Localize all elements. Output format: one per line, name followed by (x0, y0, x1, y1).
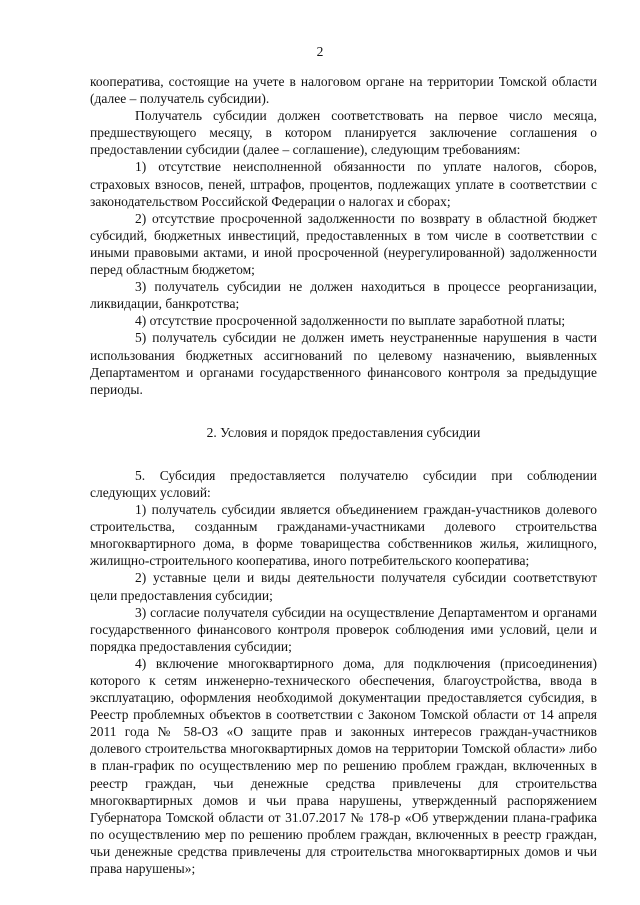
section-heading: 2. Условия и порядок предоставления субсидии (206, 424, 481, 440)
page-number: 2 (316, 44, 324, 59)
list-item: 3) получатель субсидии не должен находиться в процессе реорганизации, ликвидации, банкротства; (90, 279, 597, 312)
list-item: 2) уставные цели и виды деятельности получателя субсидии соответствуют цели предоставления субсидии; (90, 570, 597, 603)
list-item: 2) отсутствие просроченной задолженности по возврату в областной бюджет субсидий, бюджетных инвестиций, предоставленных в том числе в соответствии с иными правовыми актами, и иной просроченной (неурегулированной) задолженности перед областным бюджетом; (90, 210, 597, 278)
list-item: 4) включение многоквартирного дома, для подключения (присоединения) которого к сетям инженерно-технического обеспечения, благоустройства, ввода в эксплуатацию, оформления необходимой документации предоставляется субсидия, в Реестр проблемных объектов в соответствии с Законом Томской области от 14 апреля 2011 года № 58-ОЗ «О защите прав и законных интересов граждан-участников долевого строительства многоквартирных домов на территории Томской области» либо в план-график по осуществлению мер по решению проблем граждан, включенных в реестр граждан, чьи денежные средства привлечены для строительства многоквартирных домов и чьи права нарушены, утвержденный распоряжением Губернатора Томской области от 31.07.2017 № 178-р «Об утверждении плана-графика по осуществлению мер по решению проблем граждан, включенных в реестр граждан, чьи денежные средства привлечены для строительства многоквартирных домов и чьи права нарушены»; (90, 655, 597, 877)
list-item: 5) получатель субсидии не должен иметь неустраненные нарушения в части использования бюджетных ассигнований по целевому назначению, выявленных Департаментом и органами государственного финансового контроля за предыдущие периоды. (90, 330, 597, 397)
list-item: 1) отсутствие неисполненной обязанности по уплате налогов, сборов, страховых взносов, пеней, штрафов, процентов, подлежащих уплате в соответствии с законодательством Российской Федерации о налогах и сборах; (90, 159, 597, 209)
document-body (90, 73, 597, 877)
list-item: 4) отсутствие просроченной задолженности по выплате заработной платы; (135, 313, 566, 329)
list-item: 3) согласие получателя субсидии на осуществление Департаментом и органами государственного финансового контроля проверок соблюдения ими условий, цели и порядка предоставления субсидии; (90, 604, 597, 654)
paragraph: Получатель субсидии должен соответствовать на первое число месяца, предшествующего месяцу, в котором планируется заключение соглашения о предоставлении субсидии (далее – соглашение), следующим требованиям: (90, 108, 597, 158)
paragraph: 5. Субсидия предоставляется получателю субсидии при соблюдении следующих условий: (90, 467, 597, 500)
list-item: 1) получатель субсидии является объединением граждан-участников долевого строительства, созданным гражданами-участниками долевого строительства многоквартирного дома, в форме товарищества собственников жилья, жилищного, жилищно-строительного кооператива, иного потребительского кооператива; (90, 502, 597, 569)
paragraph: кооператива, состоящие на учете в налоговом органе на территории Томской области (далее – получатель субсидии). (90, 74, 597, 107)
